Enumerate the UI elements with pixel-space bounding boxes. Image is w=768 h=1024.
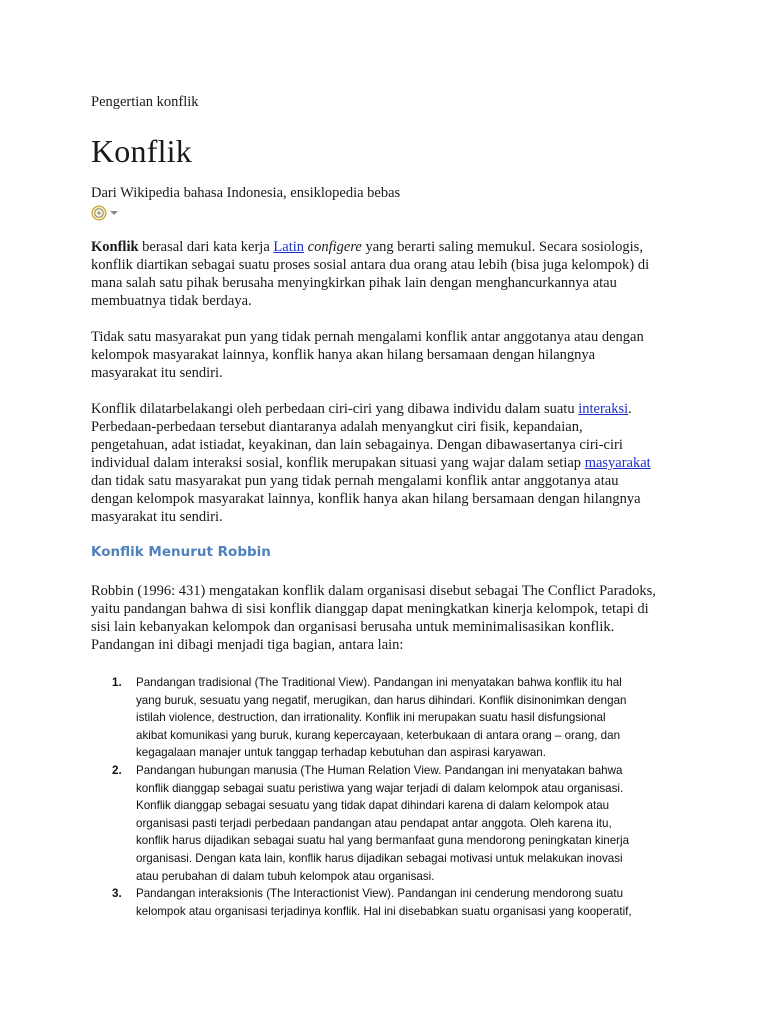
list-item	[91, 762, 632, 885]
numbered-list	[91, 674, 632, 920]
audio-player-control[interactable]	[91, 205, 123, 221]
text-line: konflik harus dijadikan sebagai suatu hal yang bermanfaat guna mendorong peningkatan kinerja	[136, 834, 630, 848]
text-line: yang buruk, sesuatu yang negatif, merugikan, dan harus dihindari. Konflik disinonimkan dengan	[136, 693, 627, 707]
text-line: dengan kelompok masyarakat lainnya, konflik hanya akan hilang bersamaan dengan hilangnya	[91, 491, 641, 507]
text: .	[628, 401, 632, 417]
paragraph-3	[91, 400, 691, 526]
intro-paragraph	[91, 238, 691, 310]
text-line: atau perubahan di dalam tubuh kelompok atau organisasi.	[136, 869, 435, 883]
page-title: Konflik	[91, 133, 192, 169]
text-line: konflik dianggap sebagai suatu peristiwa yang wajar terjadi di dalam kelompok atau organisasi.	[136, 781, 624, 795]
paragraph-robbin	[91, 582, 691, 654]
text-line: Tidak satu masyarakat pun yang tidak pernah mengalami konflik antar anggotanya atau dengan	[91, 329, 644, 345]
text-line: Pandangan hubungan manusia (The Human Relation View. Pandangan ini menyatakan bahwa	[136, 763, 623, 777]
text-line: istilah violence, destruction, dan irrationality. Konflik ini merupakan suatu hasil disfungsional	[136, 711, 606, 725]
text: yang berarti saling memukul. Secara sosiologis,	[361, 239, 643, 255]
text-line: Konflik dianggap sebagai sesuatu yang tidak dapat dihindari karena di dalam kelompok atau	[136, 799, 610, 813]
text-line: kegagalaan manajer untuk tanggap terhadap kebutuhan dan aspirasi karyawan.	[136, 746, 546, 760]
list-number: 1.	[112, 676, 122, 689]
text-line: yaitu pandangan bahwa di sisi konflik dianggap dapat meningkatkan kinerja kelompok, tetapi di	[91, 601, 649, 617]
link-latin[interactable]: Latin	[273, 239, 305, 255]
text: berasal dari kata kerja	[138, 239, 274, 255]
page-subtitle: Dari Wikipedia bahasa Indonesia, ensiklopedia bebas	[91, 185, 401, 201]
chevron-down-icon[interactable]	[110, 211, 118, 215]
section-heading: Konflik Menurut Robbin	[91, 544, 271, 560]
text-line: Robbin (1996: 431) mengatakan konflik dalam organisasi disebut sebagai The Conflict Paradoks,	[91, 583, 656, 599]
text-line: Pandangan ini dibagi menjadi tiga bagian, antara lain:	[91, 637, 404, 653]
list-number: 2.	[112, 763, 122, 777]
text-line: sisi lain kebanyakan kelompok dan organisasi berusaha untuk meminimalisasikan konflik.	[91, 619, 615, 635]
text: Konflik dilatarbelakangi oleh perbedaan ciri-ciri yang dibawa individu dalam suatu	[91, 401, 579, 417]
text-line: Perbedaan-perbedaan tersebut diantaranya adalah menyangkut ciri fisik, kepandaian,	[91, 419, 583, 435]
text-line: pengetahuan, adat istiadat, keyakinan, dan lain sebagainya. Dengan dibawasertanya ciri-ciri	[91, 437, 623, 453]
text-line: Pandangan tradisional (The Traditional View). Pandangan ini menyatakan bahwa konflik itu hal	[136, 676, 622, 689]
text-line: organisasi. Dengan kata lain, konflik harus dijadikan sebagai motivasi untuk melakukan inovasi	[136, 851, 623, 865]
text-line: masyarakat itu sendiri.	[91, 509, 223, 525]
speaker-icon[interactable]	[92, 206, 106, 220]
term-italic: configere	[307, 239, 362, 255]
text: individual dalam interaksi sosial, konflik merupakan situasi yang wajar dalam setiap	[91, 455, 585, 471]
text-line: kelompok masyarakat lainnya, konflik hanya akan hilang bersamaan dengan hilangnya	[91, 347, 596, 363]
breadcrumb: Pengertian konflik	[91, 94, 199, 110]
paragraph-2	[91, 328, 691, 382]
text-line: dan tidak satu masyarakat pun yang tidak pernah mengalami konflik antar anggotanya atau	[91, 473, 619, 489]
text-line: organisasi pasti terjadi perbedaan pandangan atau pendapat antar anggota. Oleh karena itu,	[136, 816, 612, 830]
list-item	[91, 885, 632, 920]
text-line: kelompok atau organisasi terjadinya konflik. Hal ini disebabkan suatu organisasi yang kooperatif,	[136, 904, 632, 918]
text-line: masyarakat itu sendiri.	[91, 365, 223, 381]
text-line: membuatnya tidak berdaya.	[91, 293, 252, 309]
text-line: Pandangan interaksionis (The Interactionist View). Pandangan ini cenderung mendorong suatu	[136, 887, 624, 901]
text-line: konflik diartikan sebagai suatu proses sosial antara dua orang atau lebih (bisa juga kelompok) di	[91, 257, 650, 273]
term-bold: Konflik	[91, 239, 139, 255]
link-interaksi[interactable]: interaksi	[578, 401, 629, 417]
text-line: akibat komunikasi yang buruk, kurang kepercayaan, keterbukaan di antara orang – orang, dan	[136, 728, 621, 742]
list-number: 3.	[112, 887, 122, 901]
link-masyarakat[interactable]: masyarakat	[584, 455, 651, 471]
list-item	[91, 674, 632, 762]
text-line: mana salah satu pihak berusaha menyingkirkan pihak lain dengan menghancurkannya atau	[91, 275, 617, 291]
